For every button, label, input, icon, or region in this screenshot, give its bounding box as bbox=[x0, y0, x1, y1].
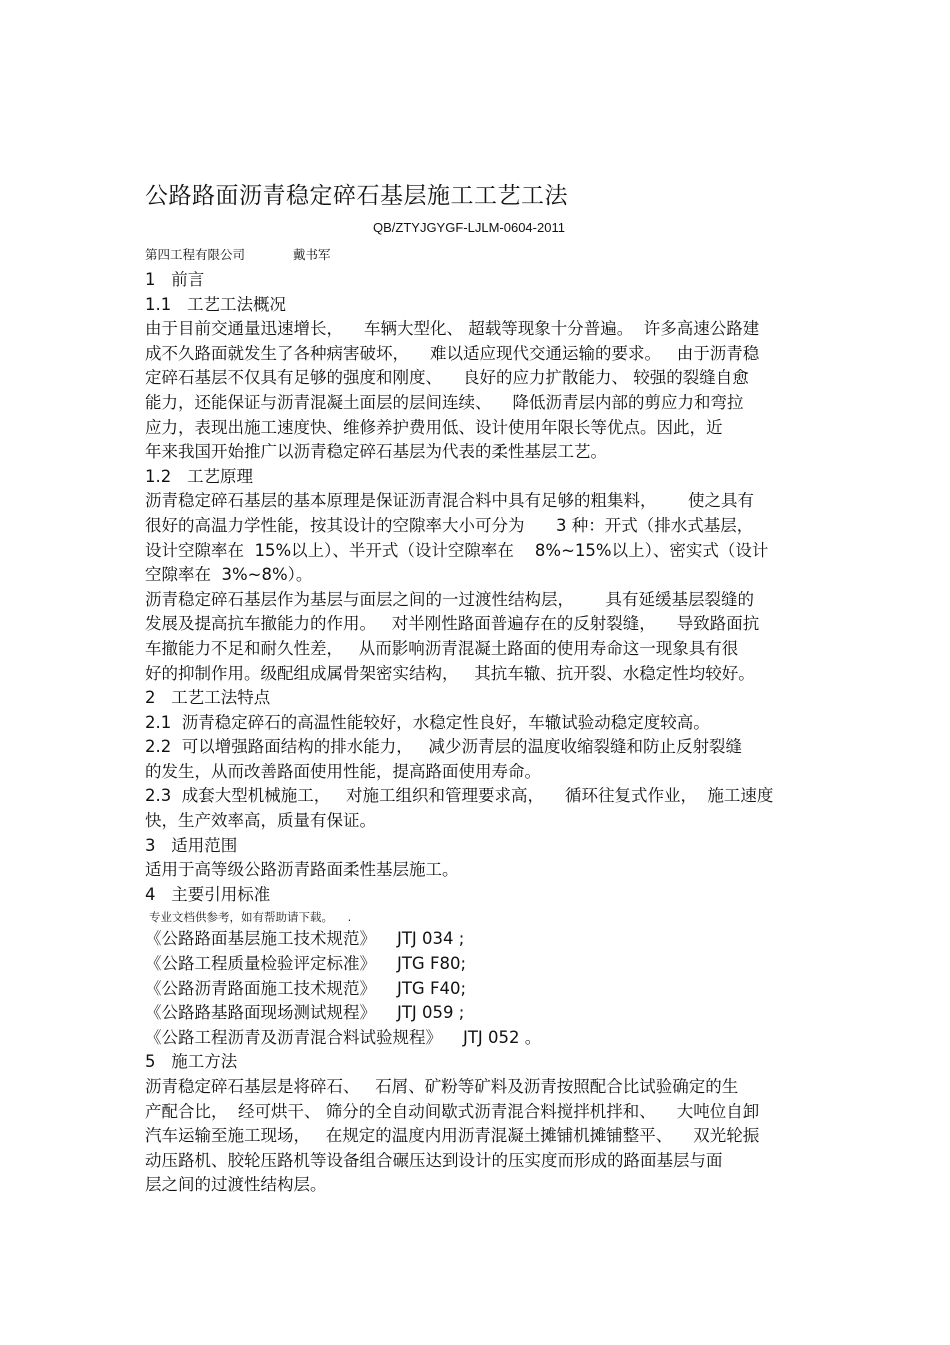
paragraph-line: 成不久路面就发生了各种病害破坏， 难以适应现代交通运输的要求。 由于沥青稳 bbox=[145, 343, 760, 363]
paragraph-line: 2.2 可以增强路面结构的排水能力， 减少沥青层的温度收缩裂缝和防止反射裂缝 bbox=[145, 737, 742, 757]
paragraph-line: 应力，表现出施工速度快、维修养护费用低、设计使用年限长等优点。因此，近 bbox=[145, 417, 723, 437]
paragraph-line: 发展及提高抗车撤能力的作用。 对半刚性路面普遍存在的反射裂缝， 导致路面抗 bbox=[145, 614, 760, 634]
paragraph-line: 的发生，从而改善路面使用性能，提高路面使用寿命。 bbox=[145, 761, 541, 781]
paragraph-line: 2.3 成套大型机械施工， 对施工组织和管理要求高， 循环往复式作业， 施工速度 bbox=[145, 786, 774, 806]
paragraph-line: 汽车运输至施工现场， 在规定的温度内用沥青混凝土摊铺机摊铺整平、 双光轮振 bbox=[145, 1126, 760, 1146]
author-line bbox=[145, 245, 331, 263]
section-heading: 3 适用范围 bbox=[145, 835, 238, 855]
paragraph-line: 由于目前交通量迅速增长， 车辆大型化、 超载等现象十分普遍。 许多高速公路建 bbox=[145, 319, 760, 339]
paragraph-line: 能力，还能保证与沥青混凝土面层的层间连续、 降低沥青层内部的剪应力和弯拉 bbox=[145, 392, 744, 412]
author-company: 第四工程有限公司 bbox=[145, 247, 246, 262]
paragraph-line: 很好的高温力学性能，按其设计的空隙率大小可分为 3 种：开式（排水式基层， bbox=[145, 515, 754, 535]
standard-item: 《公路工程沥青及沥青混合料试验规程》 JTJ 052 。 bbox=[145, 1027, 542, 1047]
subsection-heading: 1.1 工艺工法概况 bbox=[145, 294, 286, 314]
paragraph-line: 适用于高等级公路沥青路面柔性基层施工。 bbox=[145, 860, 459, 880]
paragraph-line: 年来我国开始推广以沥青稳定碎石基层为代表的柔性基层工艺。 bbox=[145, 442, 607, 462]
paragraph-line: 快，生产效率高，质量有保证。 bbox=[145, 811, 376, 831]
download-note: 专业文档供参考，如有帮助请下载。 . bbox=[149, 910, 352, 925]
standard-item: 《公路路基路面现场测试规程》 JTJ 059 ; bbox=[145, 1003, 465, 1023]
paragraph-line: 沥青稳定碎石基层作为基层与面层之间的一过渡性结构层， 具有延缓基层裂缝的 bbox=[145, 589, 754, 609]
paragraph-line: 好的抑制作用。级配组成属骨架密实结构， 其抗车辙、抗开裂、水稳定性均较好。 bbox=[145, 663, 755, 683]
subsection-heading: 1.2 工艺原理 bbox=[145, 466, 253, 486]
document-body bbox=[145, 268, 810, 1198]
paragraph-line: 动压路机、胶轮压路机等设备组合碾压达到设计的压实度而形成的路面基层与面 bbox=[145, 1150, 723, 1170]
paragraph-line: 车撤能力不足和耐久性差， 从而影响沥青混凝土路面的使用寿命这一现象具有很 bbox=[145, 638, 739, 658]
paragraph-line: 空隙率在 3%~8%）。 bbox=[145, 565, 313, 585]
author-name: 戴书军 bbox=[293, 247, 331, 262]
paragraph-line: 沥青稳定碎石基层是将碎石、 石屑、矿粉等矿料及沥青按照配合比试验确定的生 bbox=[145, 1077, 739, 1096]
paragraph-line: 定碎石基层不仅具有足够的强度和刚度、 良好的应力扩散能力、 较强的裂缝自愈 bbox=[145, 368, 749, 388]
section-heading: 4 主要引用标准 bbox=[145, 884, 271, 904]
section-heading: 5 施工方法 bbox=[145, 1052, 238, 1072]
section-heading: 1 前言 bbox=[145, 270, 205, 289]
document-title: 公路路面沥青稳定碎石基层施工工艺工法 bbox=[145, 183, 568, 209]
paragraph-line: 产配合比， 经可烘干、 筛分的全自动间歇式沥青混合料搅拌机拌和、 大吨位自卸 bbox=[145, 1101, 760, 1121]
standard-item: 《公路工程质量检验评定标准》 JTG F80; bbox=[145, 954, 467, 974]
document-number: QB/ZTYJGYGF-LJLM-0604-2011 bbox=[373, 220, 565, 235]
paragraph-line: 层之间的过渡性结构层。 bbox=[145, 1175, 327, 1195]
section-heading: 2 工艺工法特点 bbox=[145, 688, 271, 708]
standard-item: 《公路路面基层施工技术规范》 JTJ 034 ; bbox=[145, 929, 465, 949]
paragraph-line: 设计空隙率在 15%以上）、半开式（设计空隙率在 8%~15%以上）、密实式（设计 bbox=[145, 540, 769, 560]
paragraph-line: 沥青稳定碎石基层的基本原理是保证沥青混合料中具有足够的粗集料， 使之具有 bbox=[145, 491, 754, 511]
standard-item: 《公路沥青路面施工技术规范》 JTG F40; bbox=[145, 978, 467, 998]
paragraph-line: 2.1 沥青稳定碎石的高温性能较好，水稳定性良好，车辙试验动稳定度较高。 bbox=[145, 712, 710, 732]
